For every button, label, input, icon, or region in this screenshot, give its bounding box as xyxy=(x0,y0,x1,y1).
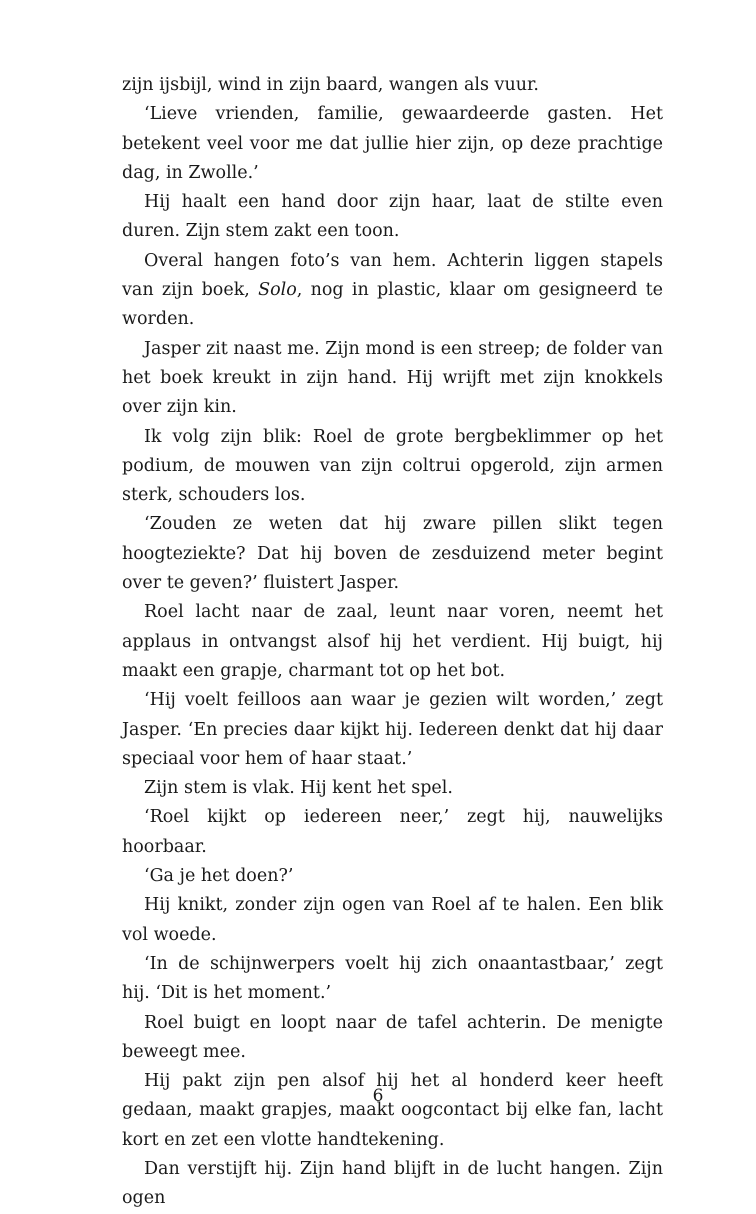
paragraph: Roel lacht naar de zaal, leunt naar voren, neemt het applaus in ontvangst alsof hij het verdient. Hij buigt, hij maakt een grapje, charmant tot op het bot. xyxy=(122,602,663,681)
paragraph: ‘Zouden ze weten dat hij zware pillen slikt tegen hoogteziekte? Dat hij boven de zesduizend meter begint over te geven?’ fluistert Jasper. xyxy=(122,514,663,594)
paragraph: Ik volg zijn blik: Roel de grote bergbeklimmer op het podium, de mouwen van zijn coltrui opgerold, zijn armen sterk, schouders los. xyxy=(122,426,663,506)
paragraph-text-after-title: , nog in plastic, klaar om gesigneerd te worden. xyxy=(122,280,663,330)
paragraph: Hij knikt, zonder zijn ogen van Roel af te halen. Een blik vol woede. xyxy=(122,895,663,945)
paragraph: ‘Hij voelt feilloos aan waar je gezien wilt worden,’ zegt Jasper. ‘En precies daar kijkt hij. Iedereen denkt dat hij daar speciaal voor hem of haar staat.’ xyxy=(122,690,663,769)
paragraph: Jasper zit naast me. Zijn mond is een streep; de folder van het boek kreukt in zijn hand. Hij wrijft met zijn knokkels over zijn kin. xyxy=(122,338,663,418)
paragraph: Zijn stem is vlak. Hij kent het spel. xyxy=(144,778,453,799)
paragraph: ‘Lieve vrienden, familie, gewaardeerde gasten. Het betekent veel voor me dat jullie hier zijn, op deze prachtige dag, in Zwolle.’ xyxy=(122,104,663,183)
paragraph: ‘Ga je het doen?’ xyxy=(144,866,294,887)
book-title-italic: Solo xyxy=(258,280,297,301)
paragraph: Roel buigt en loopt naar de tafel achterin. De menigte beweegt mee. xyxy=(122,1012,663,1062)
paragraph-text-before-title: Overal hangen foto’s van hem. Achterin liggen stapels van zijn boek, xyxy=(122,250,663,301)
page-number: 6 xyxy=(372,1086,384,1106)
paragraph-last: Dan verstijft hij. Zijn hand blijft in de lucht hangen. Zijn ogen xyxy=(122,1158,663,1209)
body-text xyxy=(122,71,663,1214)
paragraph: Hij pakt zijn pen alsof hij het al honderd keer heeft gedaan, maakt grapjes, maakt oogcontact bij elke fan, lacht kort en zet een vlotte handtekening. xyxy=(122,1071,663,1150)
paragraph-continuation: zijn ijsbijl, wind in zijn baard, wangen als vuur. xyxy=(122,75,539,95)
paragraph: Hij haalt een hand door zijn haar, laat de stilte even duren. Zijn stem zakt een toon. xyxy=(122,192,663,242)
paragraph: ‘Roel kijkt op iedereen neer,’ zegt hij, nauwelijks hoorbaar. xyxy=(122,807,663,857)
paragraph xyxy=(122,247,663,335)
paragraph: ‘In de schijnwerpers voelt hij zich onaantastbaar,’ zegt hij. ‘Dit is het moment.’ xyxy=(122,953,663,1004)
